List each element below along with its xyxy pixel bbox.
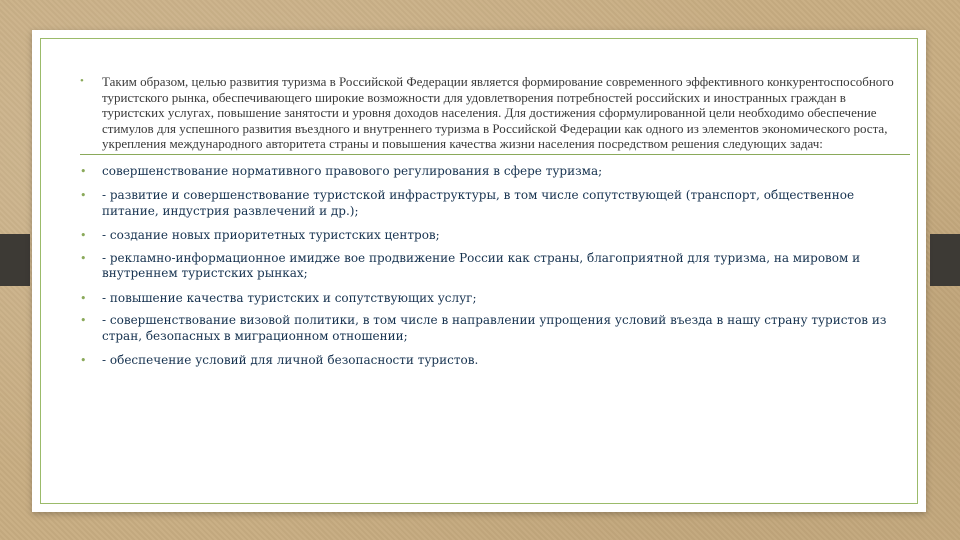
bullet-icon: • [80, 251, 87, 265]
task-item [80, 291, 910, 307]
task-item [80, 164, 910, 180]
left-side-tab [0, 234, 30, 286]
task-item [80, 353, 910, 369]
intro-paragraph [80, 74, 910, 155]
task-item [80, 188, 910, 219]
task-item [80, 313, 910, 344]
intro-text: Таким образом, целью развития туризма в Российской Федерации является формирование современного эффективного конкурентоспособного туристского рынка, обеспечивающего широкие возможности для удовлетворения потребностей российских и иностранных граждан в туристских услугах, повышение занятости и уровня доходов населения. Для достижения сформулированной цели необходимо обеспечение стимулов для успешного развития въездного и внутреннего туризма в Российской Федерации как одного из элементов экономического роста, укрепления международного авторитета страны и повышения качества жизни населения посредством решения следующих задач: [102, 74, 894, 151]
task-text: - создание новых приоритетных туристских центров; [102, 228, 440, 242]
task-text: - повышение качества туристских и сопутствующих услуг; [102, 290, 477, 305]
slide [32, 30, 926, 512]
bullet-icon: • [80, 164, 87, 178]
bullet-icon: • [80, 291, 87, 305]
task-item [80, 228, 910, 244]
bullet-icon: • [80, 354, 87, 367]
bullet-icon: • [80, 189, 87, 202]
bullet-icon: • [80, 229, 87, 242]
bullet-icon: • [80, 314, 87, 327]
bullet-icon: • [80, 75, 84, 87]
task-text: - обеспечение условий для личной безопасности туристов. [102, 353, 479, 367]
task-text: совершенствование нормативного правового регулирования в сфере туризма; [102, 163, 603, 178]
task-text: - совершенствование визовой политики, в том числе в направлении упрощения условий въезда в нашу страну туристов из стран, безопасных в миграционном отношении; [102, 313, 887, 343]
right-side-tab [930, 234, 960, 286]
task-item [80, 251, 910, 282]
task-text: - рекламно-информационное имидже вое продвижение России как страны, благоприятной для туризма, на мировом и внутреннем туристских рынках; [102, 250, 861, 280]
slide-content [80, 74, 910, 378]
task-text: - развитие и совершенствование туристской инфраструктуры, в том числе сопутствующей (транспорт, общественное питание, индустрия развлечений и др.); [102, 188, 855, 218]
